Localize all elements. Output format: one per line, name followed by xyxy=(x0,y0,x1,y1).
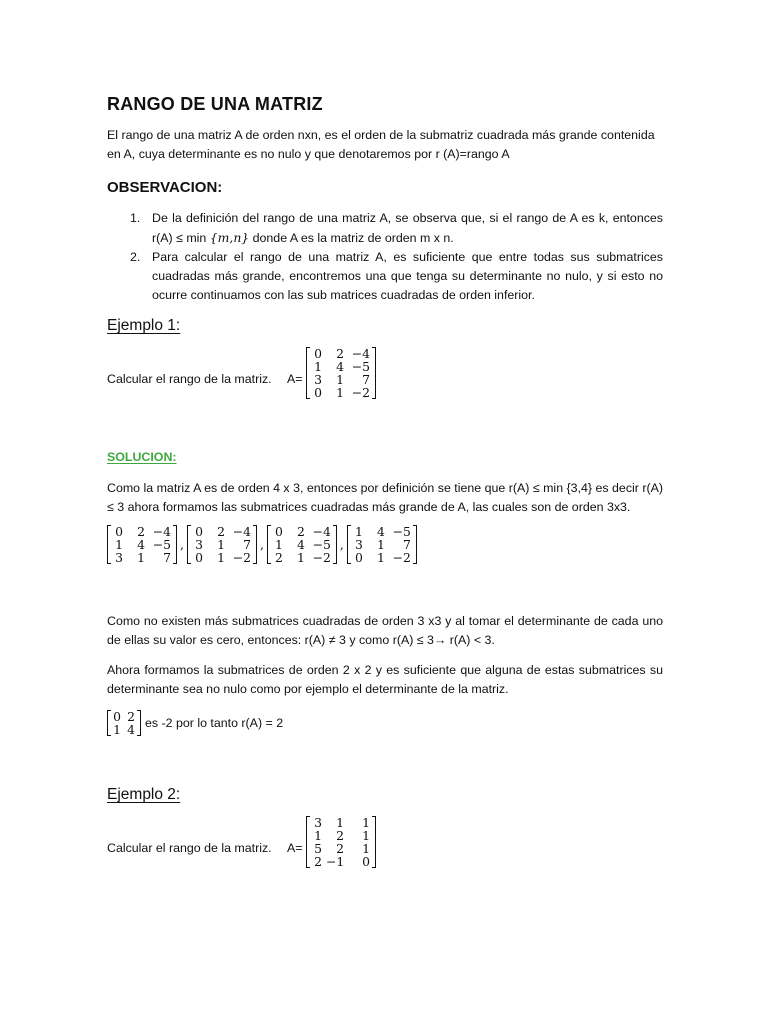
matrix-entry: 1 xyxy=(362,841,370,856)
ejemplo2-heading: Ejemplo 2: xyxy=(107,786,181,803)
matrix-entry: 2 xyxy=(336,841,344,856)
ejemplo2-prompt: Calcular el rango de la matriz. xyxy=(107,841,272,855)
matrix-entry: 4 xyxy=(376,524,385,539)
matrix-entry: 1 xyxy=(336,385,344,400)
matrix-entry: 0 xyxy=(362,854,370,869)
matrix-entry: 7 xyxy=(243,537,251,552)
matrix-entry: 1 xyxy=(376,537,385,552)
ejemplo2-matrix xyxy=(306,816,376,868)
matrix-entry: 0 xyxy=(314,346,322,361)
matrix-entry: 2 xyxy=(314,854,322,869)
matrix-entry: 2 xyxy=(275,550,283,565)
matrix-entry: −2 xyxy=(312,550,331,565)
ejemplo1-heading: Ejemplo 1: xyxy=(107,317,181,334)
matrix-entry: 1 xyxy=(362,815,370,830)
matrix-entry: 1 xyxy=(115,537,123,552)
matrix-entry: 0 xyxy=(195,550,203,565)
matrix-entry: 7 xyxy=(163,550,171,565)
submatrix-2 xyxy=(187,525,257,564)
matrix-entry: 0 xyxy=(275,524,283,539)
observacion-item-1: 1. De la definición del rango de una matriz A, se observa que, si el rango de A es k, entonces r(A) ≤ min {m,n} donde A es la matriz de orden m x n. xyxy=(130,211,663,245)
matrix-entry: 1 xyxy=(314,828,322,843)
matrix-entry: 4 xyxy=(127,722,135,737)
matrix-entry: 0 xyxy=(314,385,322,400)
matrix-entry: −2 xyxy=(232,550,251,565)
matrix-entry: 4 xyxy=(137,537,145,552)
comma: , xyxy=(180,537,184,552)
matrix-entry: 1 xyxy=(137,550,145,565)
matrix-entry: −4 xyxy=(312,524,331,539)
matrix-entry: 1 xyxy=(376,550,385,565)
matrix-entry: −4 xyxy=(152,524,171,539)
matrix-entry: 2 xyxy=(217,524,225,539)
ejemplo1-a-label: A= xyxy=(287,372,303,386)
matrix-entry: 5 xyxy=(314,841,322,856)
matrix-entry: 2 xyxy=(127,709,135,724)
matrix-entry: 3 xyxy=(314,815,322,830)
matrix-entry: 1 xyxy=(275,537,283,552)
matrix-entry: 4 xyxy=(297,537,305,552)
matrix-entry: 2 xyxy=(336,346,344,361)
submatrix-1 xyxy=(107,525,177,564)
result-text: es -2 por lo tanto r(A) = 2 xyxy=(145,715,284,730)
matrix-entry: 3 xyxy=(354,537,363,552)
matrix-entry: −4 xyxy=(351,346,370,361)
matrix-entry: −5 xyxy=(392,524,411,539)
matrix-entry: 1 xyxy=(336,372,344,387)
submatrix-3 xyxy=(267,525,337,564)
matrix-entry: 1 xyxy=(113,722,121,737)
matrix-entry: 1 xyxy=(336,815,344,830)
page-title: RANGO DE UNA MATRIZ xyxy=(107,94,323,114)
matrix-entry: 4 xyxy=(336,359,344,374)
observacion-heading: OBSERVACION: xyxy=(107,179,223,196)
submatrix-4 xyxy=(347,525,417,564)
matrix-entry: −5 xyxy=(152,537,171,552)
matrix-entry: 2 xyxy=(137,524,145,539)
submatrix-2x2 xyxy=(107,710,141,736)
matrix-entry: 2 xyxy=(297,524,305,539)
matrix-entry: 1 xyxy=(217,550,225,565)
matrix-entry: 7 xyxy=(362,372,370,387)
solucion-paragraph-2: Como no existen más submatrices cuadradas de orden 3 x3 y al tomar el determinante de cada uno de ellas su valor es cero, entonces: r(A) ≠ 3 y como r(A) ≤ 3→ r(A) < 3. xyxy=(107,614,663,647)
observacion-item-2: 2. Para calcular el rango de una matriz A, es suficiente que entre todas sus submatrices cuadradas más grande, encontremos una que tenga su determinante no nulo, y si esto no ocurre continuamos con las sub matrices cuadradas de orden inferior. xyxy=(130,250,663,302)
matrix-entry: −4 xyxy=(232,524,251,539)
matrix-entry: 2 xyxy=(336,828,344,843)
matrix-entry: −5 xyxy=(351,359,370,374)
matrix-entry: 1 xyxy=(354,524,363,539)
matrix-entry: 0 xyxy=(113,709,121,724)
determinant-result xyxy=(107,710,283,736)
observacion-list xyxy=(107,209,663,305)
matrix-entry: 1 xyxy=(314,359,322,374)
matrix-entry: −5 xyxy=(312,537,331,552)
matrix-entry: 7 xyxy=(402,537,411,552)
matrix-entry: −2 xyxy=(392,550,411,565)
matrix-entry: 0 xyxy=(354,550,363,565)
matrix-entry: 3 xyxy=(314,372,322,387)
submatrices-row xyxy=(107,525,417,564)
ejemplo1-matrix xyxy=(306,347,376,399)
ejemplo1-prompt: Calcular el rango de la matriz. xyxy=(107,372,272,386)
matrix-entry: 1 xyxy=(362,828,370,843)
solucion-paragraph-3: Ahora formamos la submatrices de orden 2 x 2 y es suficiente que alguna de estas submatrices su determinante sea no nulo como por ejemplo el determinante de la matriz. xyxy=(107,663,663,696)
intro-paragraph: El rango de una matriz A de orden nxn, es el orden de la submatriz cuadrada más grande contenida en A, cuya determinante es no nulo y que denotaremos por r (A)=rango A xyxy=(107,128,655,161)
matrix-entry: 1 xyxy=(297,550,305,565)
matrix-entry: 3 xyxy=(115,550,123,565)
matrix-entry: −1 xyxy=(326,854,345,869)
matrix-entry: −2 xyxy=(351,385,370,400)
matrix-entry: 0 xyxy=(115,524,123,539)
matrix-entry: 3 xyxy=(195,537,203,552)
solucion-paragraph-1: Como la matriz A es de orden 4 x 3, entonces por definición se tiene que r(A) ≤ min {3,4} es decir r(A) ≤ 3 ahora formamos las submatrices cuadradas más grande de A, las cuales son de orden 3x3. xyxy=(107,481,663,514)
matrix-entry: 1 xyxy=(217,537,225,552)
solucion-heading: SOLUCION: xyxy=(107,450,177,464)
comma: , xyxy=(259,537,264,552)
matrix-entry: 0 xyxy=(195,524,203,539)
comma: , xyxy=(339,537,344,552)
ejemplo2-a-label: A= xyxy=(287,841,303,855)
